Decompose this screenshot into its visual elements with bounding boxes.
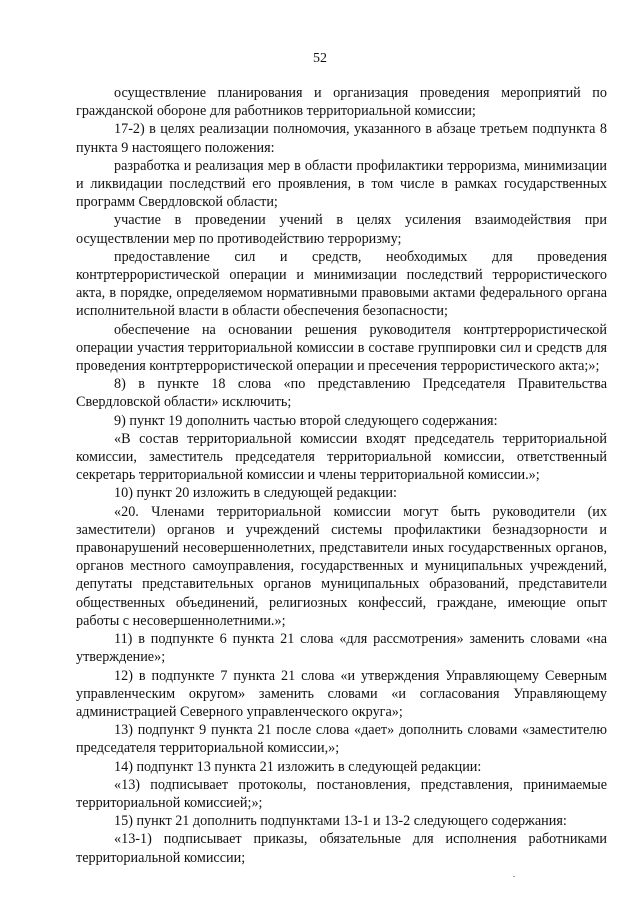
page-number: 52: [313, 51, 327, 66]
paragraph-item-13: 13) подпункт 9 пункта 21 после слова «дает» дополнить словами «заместителю председателя территориальной комиссии,»;: [76, 722, 607, 757]
paragraph-item-9: 9) пункт 19 дополнить частью второй следующего содержания:: [114, 412, 498, 429]
paragraph-terrorism-prevention-measures: разработка и реализация мер в области профилактики терроризма, минимизации и ликвидации последствий его проявления, в том числе в рамках государственных программ Свердловской области;: [76, 157, 607, 211]
paragraph-subitem-13-1-text: «13-1) подписывает приказы, обязательные для исполнения работниками территориальной комиссии;: [76, 831, 607, 866]
paragraph-item-10: 10) пункт 20 изложить в следующей редакции:: [114, 485, 397, 502]
paragraph-commission-composition: «В состав территориальной комиссии входят председатель территориальной комиссии, заместитель председателя территориальной комиссии, ответственный секретарь территориальной комиссии и члены территориальной комиссии.»;: [76, 430, 607, 484]
paragraph-item-8: 8) в пункте 18 слова «по представлению Председателя Правительства Свердловской области» исключить;: [76, 376, 607, 411]
paragraph-item-17-2: 17-2) в целях реализации полномочия, указанного в абзаце третьем подпункта 8 пункта 9 настоящего положения:: [76, 121, 607, 156]
scan-speck: [513, 876, 515, 877]
document-body: [76, 84, 607, 867]
paragraph-item-15: 15) пункт 21 дополнить подпунктами 13-1 и 13-2 следующего содержания:: [114, 813, 567, 830]
paragraph-ct-operation-participation: обеспечение на основании решения руководителя контртеррористической операции участия территориальной комиссии в составе группировки сил и средств для проведения контртеррористической операции и пресечения террористического акта;»;: [76, 321, 607, 375]
paragraph-forces-provision: предоставление сил и средств, необходимых для проведения контртеррористической операции и минимизации последствий террористического акта, в порядке, определяемом нормативными правовыми актами федерального органа исполнительной власти в области обеспечения безопасности;: [76, 248, 607, 320]
paragraph-item-12: 12) в подпункте 7 пункта 21 слова «и утверждения Управляющему Северным управленческим округом» заменить словами «и согласования Управляющему администрацией Северного управленческого округа»;: [76, 667, 607, 720]
paragraph-item-14: 14) подпункт 13 пункта 21 изложить в следующей редакции:: [114, 758, 482, 775]
paragraph-item-11: 11) в подпункте 6 пункта 21 слова «для рассмотрения» заменить словами «на утверждение»;: [76, 631, 607, 666]
paragraph-exercises-participation: участие в проведении учений в целях усиления взаимодействия при осуществлении мер по противодействию терроризму;: [76, 212, 607, 247]
paragraph-subitem-13-text: «13) подписывает протоколы, постановления, представления, принимаемые территориальной комиссией;»;: [76, 776, 607, 811]
paragraph-commission-members: «20. Членами территориальной комиссии могут быть руководители (их заместители) органов и учреждений системы профилактики безнадзорности и правонарушений несовершеннолетних, представители иных государственных органов, органов местного самоуправления, государственных и муниципальных учреждений, депутаты представительных органов муниципальных образований, представители общественных объединений, религиозных конфессий, граждане, имеющие опыт работы с несовершеннолетними.»;: [76, 503, 607, 629]
paragraph-civil-defense-planning: осуществление планирования и организация проведения мероприятий по гражданской обороне для работников территориальной комиссии;: [76, 85, 607, 120]
